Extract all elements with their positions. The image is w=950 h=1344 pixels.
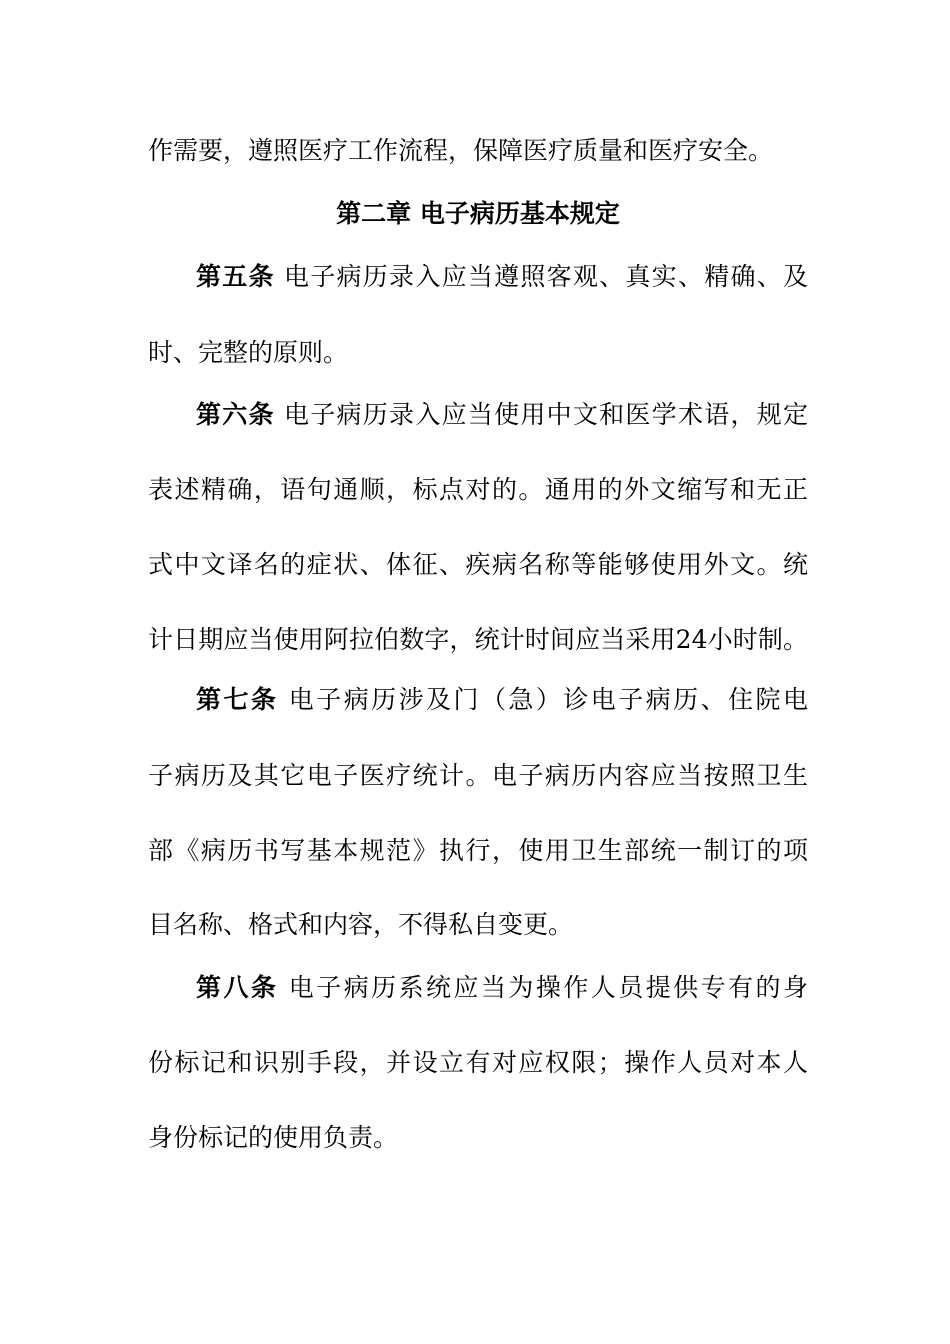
article-label: 第八条 xyxy=(196,973,279,1002)
line-text: 身份标记的使用负责。 xyxy=(148,1123,399,1152)
text-line xyxy=(148,545,808,585)
line-text: 时、完整的原则。 xyxy=(148,338,349,367)
text-line xyxy=(148,620,808,660)
line-text: 电子病历录入应当遵照客观、真实、精确、及 xyxy=(274,262,808,291)
chapter-heading xyxy=(148,194,808,234)
line-text: 式中文译名的症状、体征、疾病名称等能够使用外文。统 xyxy=(148,550,808,579)
text-line xyxy=(148,1118,808,1158)
line-text: 作需要，遵照医疗工作流程，保障医疗质量和医疗安全。 xyxy=(148,136,774,165)
text-line xyxy=(148,470,808,510)
chapter-heading-text: 第二章 电子病历基本规定 xyxy=(336,199,620,228)
line-text: 子病历及其它电子医疗统计。电子病历内容应当按照卫生 xyxy=(148,761,808,790)
text-line xyxy=(148,756,808,796)
line-text: 电子病历涉及门（急）诊电子病历、住院电 xyxy=(278,685,808,714)
text-line xyxy=(148,831,808,871)
article-5-first-line xyxy=(196,257,808,297)
text-line xyxy=(148,131,808,171)
article-label: 第六条 xyxy=(196,400,275,429)
line-text: 份标记和识别手段，并设立有对应权限；操作人员对本人 xyxy=(148,1048,808,1077)
line-text: 电子病历系统应当为操作人员提供专有的身 xyxy=(278,973,808,1002)
article-6-first-line xyxy=(196,395,808,435)
text-line xyxy=(148,905,808,945)
article-8-first-line xyxy=(196,968,808,1008)
line-text: 计日期应当使用阿拉伯数字，统计时间应当采用24小时制。 xyxy=(148,625,808,654)
line-text: 目名称、格式和内容，不得私自变更。 xyxy=(148,910,574,939)
article-label: 第七条 xyxy=(196,685,279,714)
text-line xyxy=(148,1043,808,1083)
article-label: 第五条 xyxy=(196,262,275,291)
line-text: 电子病历录入应当使用中文和医学术语，规定 xyxy=(274,400,808,429)
line-text: 表述精确，语句通顺，标点对的。通用的外文缩写和无正 xyxy=(148,475,808,504)
line-text: 部《病历书写基本规范》执行，使用卫生部统一制订的项 xyxy=(148,836,808,865)
article-7-first-line xyxy=(196,680,808,720)
text-line xyxy=(148,333,808,373)
